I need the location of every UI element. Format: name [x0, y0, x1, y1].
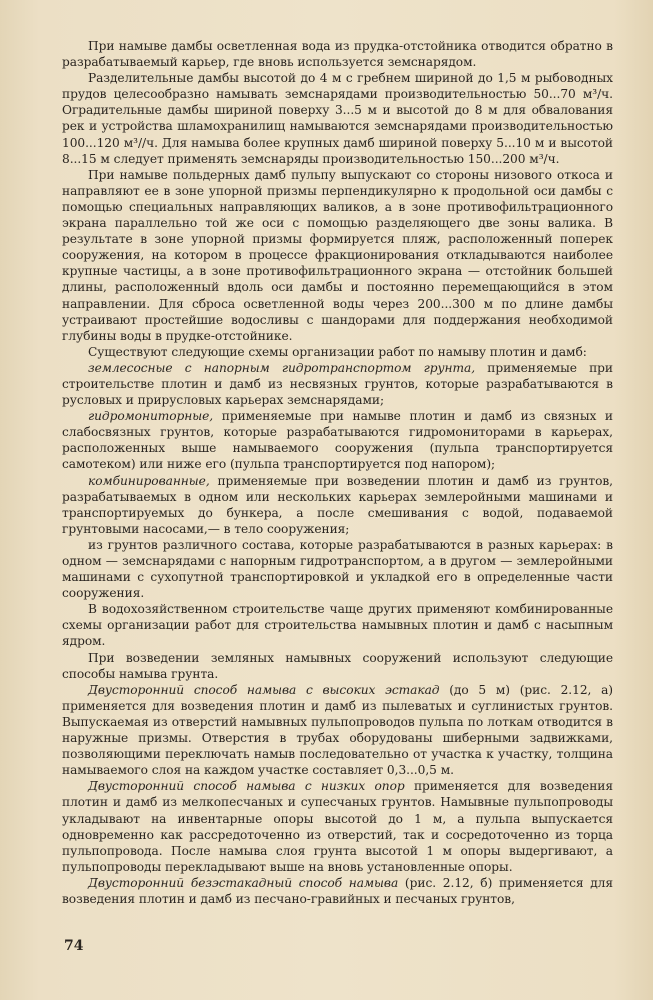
- paragraph: Существуют следующие схемы организации работ по намыву плотин и дамб:: [88, 344, 587, 359]
- paragraph: Двусторонний способ намыва с низких опор применяется для возведения плотин и дамб из мелкопесчаных и супесчаных грунтов. Намывные пульпопроводы укладывают на инвентарные опоры высотой до 1 м, а пульпа выпускается одновременно как рассредоточенно из отверстий, так и сосредоточенно из торца пульпопровода. После намыва слоя грунта высотой 1 м опоры выдергивают, а пульпопроводы перекладывают выше на вновь установленные опоры.: [62, 779, 613, 874]
- paragraph: При возведении земляных намывных сооружений используют следующие способы намыва грунта.: [62, 650, 613, 681]
- term: комбинированные,: [88, 473, 210, 488]
- term: землесосные с напорным гидротранспортом грунта,: [88, 360, 476, 375]
- term: Двусторонний способ намыва с низких опор: [88, 779, 405, 794]
- paragraph: При намыве дамбы осветленная вода из прудка-отстойника отводится обратно в разрабатываемый карьер, где вновь используется земснарядом.: [62, 39, 613, 70]
- paragraph: Разделительные дамбы высотой до 4 м с гребнем шириной до 1,5 м рыбоводных прудов целесообразно намывать земснарядами производительностью 50...70 м³/ч. Оградительные дамбы шириной поверху 3...5 м и высотой до 8 м для обвалования рек и устройства шламохранилищ намываются земснарядами производительностью 100...120 м³//ч. Для намыва более крупных дамб шириной поверху 5...10 м и высотой 8...15 м следует применять земснаряды производительностью 150...200 м³/ч.: [62, 71, 613, 166]
- term: Двусторонний способ намыва с высоких эстакад: [88, 682, 440, 697]
- paragraph: В водохозяйственном строительстве чаще других применяют комбинированные схемы организации работ для строительства намывных плотин и дамб с насыпным ядром.: [62, 602, 613, 649]
- list-item: комбинированные, применяемые при возведении плотин и дамб из грунтов, разрабатываемых в одном или нескольких карьерах землеройными машинами и транспортируемых до бункера, а после смешивания с водой, подаваемой грунтовыми насосами,— в тело сооружения;: [62, 473, 613, 536]
- paragraph: Двусторонний способ намыва с высоких эстакад (до 5 м) (рис. 2.12, а) применяется для возведения плотин и дамб из пылеватых и суглинистых грунтов. Выпускаемая из отверстий намывных пульпопроводов пульпа по лоткам отводится в наружные призмы. Отверстия в трубах оборудованы шиберными задвижками, позволяющими переключать намыв последовательно от участка к участку, толщина намываемого слоя на каждом участке составляет 0,3...0,5 м.: [62, 682, 614, 778]
- list-item: из грунтов различного состава, которые разрабатываются в разных карьерах: в одном — земснарядами с напорным гидротранспортом, а в другом — землеройными машинами с сухопутной транспортировкой и укладкой его в определенные части сооружения.: [62, 537, 613, 601]
- list-item: землесосные с напорным гидротранспортом грунта, применяемые при строительстве плотин и дамб из несвязных грунтов, которые разрабатываются в русловых и прирусловых карьерах земснарядами;: [62, 360, 613, 408]
- paragraph: Двусторонний безэстакадный способ намыва (рис. 2.12, б) применяется для возведения плотин и дамб из песчано-гравийных и песчаных грунтов,: [62, 875, 613, 906]
- body-text: [62, 38, 613, 907]
- page-number: 74: [64, 938, 84, 954]
- list-item: гидромониторные, применяемые при намыве плотин и дамб из связных и слабосвязных грунтов, которые разрабатываются гидромониторами в карьерах, расположенных выше намываемого сооружения (пульпа транспортируется самотеком) или ниже его (пульпа транспортируется под напором);: [62, 409, 613, 472]
- paragraph: При намыве польдерных дамб пульпу выпускают со стороны низового откоса и направляют ее в зоне упорной призмы перпендикулярно к продольной оси дамбы с помощью специальных направляющих валиков, а в зоне противофильтрационного экрана параллельно той же оси с помощью разделяющего две зоны валика. В результате в зоне упорной призмы формируется пляж, расположенный поперек сооружения, на котором в процессе фракционирования откладываются наиболее крупные частицы, а в зоне противофильтрационного экрана — отстойник большей длины, расположенный вдоль оси дамбы и постоянно перемещающийся в этом направлении. Для сброса осветленной воды через 200...300 м по длине дамбы устраивают простейшие водосливы с шандорами для поддержания необходимой глубины воды в прудке-отстойнике.: [62, 167, 613, 343]
- term: Двусторонний безэстакадный способ намыва: [88, 875, 399, 890]
- term: гидромониторные,: [88, 409, 214, 424]
